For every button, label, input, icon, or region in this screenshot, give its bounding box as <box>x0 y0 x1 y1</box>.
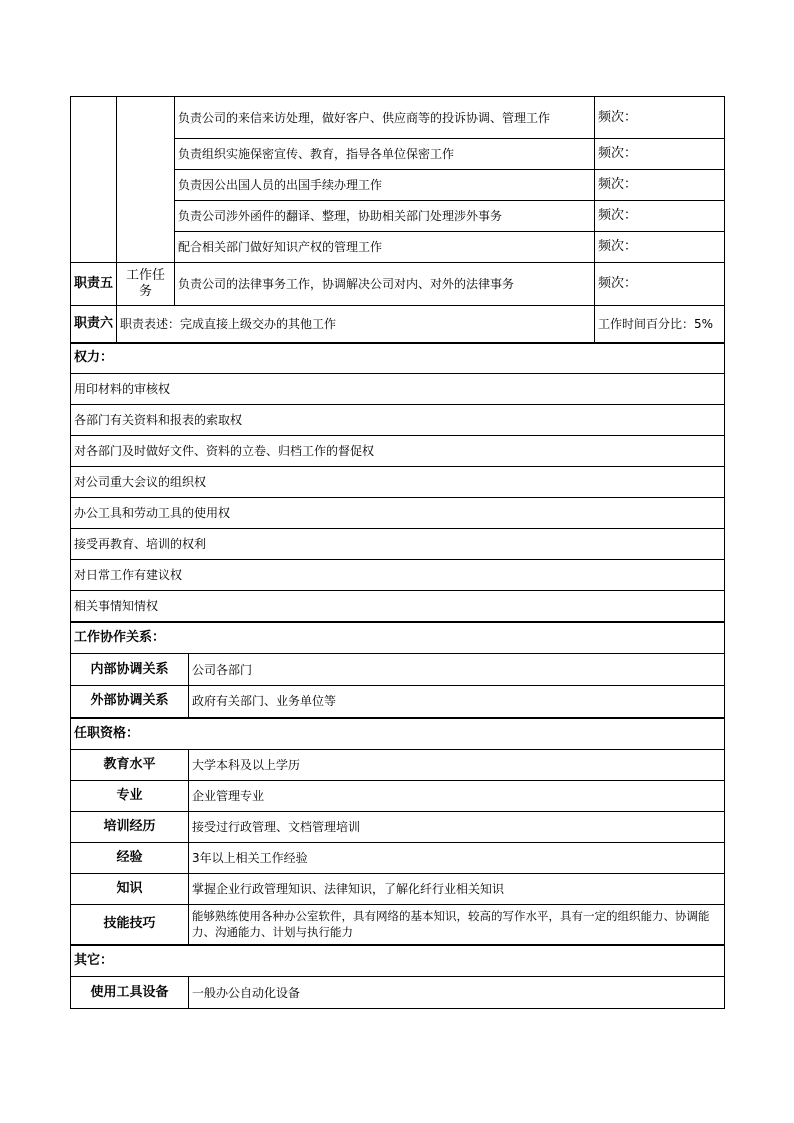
authority-text: 相关事情知情权 <box>71 591 725 622</box>
other-value: 一般办公自动化设备 <box>189 977 725 1009</box>
authority-text: 办公工具和劳动工具的使用权 <box>71 498 725 529</box>
cooperation-label: 内部协调关系 <box>71 654 189 686</box>
authority-item <box>71 560 725 591</box>
cooperation-label: 外部协调关系 <box>71 686 189 718</box>
qualification-row <box>71 750 725 781</box>
cooperation-title: 工作协作关系： <box>71 622 725 654</box>
duty-frequency: 频次： <box>595 201 725 232</box>
duty-task: 负责公司的来信来访处理，做好客户、供应商等的投诉协调、管理工作 <box>175 97 595 139</box>
authority-item <box>71 591 725 622</box>
authority-item <box>71 467 725 498</box>
cooperation-value: 政府有关部门、业务单位等 <box>189 686 725 718</box>
other-row <box>71 977 725 1009</box>
duty-label-cell <box>71 97 117 263</box>
cooperation-value: 公司各部门 <box>189 654 725 686</box>
duty6-label: 职责六 <box>71 306 117 343</box>
other-title: 其它： <box>71 945 725 977</box>
duty6-description: 职责表述：完成直接上级交办的其他工作 <box>117 306 595 343</box>
duty5-row <box>71 263 725 306</box>
qualification-label: 教育水平 <box>71 750 189 781</box>
authority-title: 权力： <box>71 343 725 374</box>
qualification-value: 掌握企业行政管理知识、法律知识，了解化纤行业相关知识 <box>189 874 725 905</box>
job-description-sheet <box>70 96 724 1009</box>
authority-text: 对公司重大会议的组织权 <box>71 467 725 498</box>
authority-text: 接受再教育、培训的权利 <box>71 529 725 560</box>
duty-frequency: 频次： <box>595 97 725 139</box>
qualification-row <box>71 905 725 945</box>
duty-frequency: 频次： <box>595 170 725 201</box>
authority-text: 对各部门及时做好文件、资料的立卷、归档工作的督促权 <box>71 436 725 467</box>
duty5-label: 职责五 <box>71 263 117 306</box>
qualification-row <box>71 812 725 843</box>
qualification-row <box>71 874 725 905</box>
duty-task: 负责组织实施保密宣传、教育，指导各单位保密工作 <box>175 139 595 170</box>
job-description-table <box>70 96 725 1009</box>
authority-section-header <box>71 343 725 374</box>
qualification-value: 大学本科及以上学历 <box>189 750 725 781</box>
authority-text: 对日常工作有建议权 <box>71 560 725 591</box>
duty-task: 负责因公出国人员的出国手续办理工作 <box>175 170 595 201</box>
duty-frequency: 频次： <box>595 139 725 170</box>
other-label: 使用工具设备 <box>71 977 189 1009</box>
cooperation-section-header <box>71 622 725 654</box>
qualification-row <box>71 781 725 812</box>
authority-item <box>71 405 725 436</box>
duty-task: 负责公司涉外函件的翻译、整理，协助相关部门处理涉外事务 <box>175 201 595 232</box>
duty6-row <box>71 306 725 343</box>
other-section-header <box>71 945 725 977</box>
duty-task: 配合相关部门做好知识产权的管理工作 <box>175 232 595 263</box>
authority-item <box>71 436 725 467</box>
duty5-sublabel: 工作任务 <box>117 263 175 306</box>
qualification-value: 接受过行政管理、文档管理培训 <box>189 812 725 843</box>
duty-frequency: 频次： <box>595 232 725 263</box>
duty6-percentage: 工作时间百分比：5% <box>595 306 725 343</box>
qualification-label: 培训经历 <box>71 812 189 843</box>
cooperation-row <box>71 654 725 686</box>
qualification-label: 专业 <box>71 781 189 812</box>
qualification-label: 知识 <box>71 874 189 905</box>
authority-text: 用印材料的审核权 <box>71 374 725 405</box>
qualification-value: 能够熟练使用各种办公室软件，具有网络的基本知识，较高的写作水平，具有一定的组织能力、协调能力、沟通能力、计划与执行能力 <box>189 905 725 945</box>
authority-item <box>71 498 725 529</box>
qualification-value: 企业管理专业 <box>189 781 725 812</box>
duty5-task: 负责公司的法律事务工作，协调解决公司对内、对外的法律事务 <box>175 263 595 306</box>
authority-item <box>71 529 725 560</box>
duty-sublabel-cell <box>117 97 175 263</box>
cooperation-row <box>71 686 725 718</box>
duty-row <box>71 97 725 139</box>
qualification-section-header <box>71 718 725 750</box>
qualification-label: 经验 <box>71 843 189 874</box>
duty5-frequency: 频次： <box>595 263 725 306</box>
qualification-value: 3年以上相关工作经验 <box>189 843 725 874</box>
authority-text: 各部门有关资料和报表的索取权 <box>71 405 725 436</box>
authority-item <box>71 374 725 405</box>
qualification-row <box>71 843 725 874</box>
qualification-label: 技能技巧 <box>71 905 189 945</box>
qualification-title: 任职资格： <box>71 718 725 750</box>
